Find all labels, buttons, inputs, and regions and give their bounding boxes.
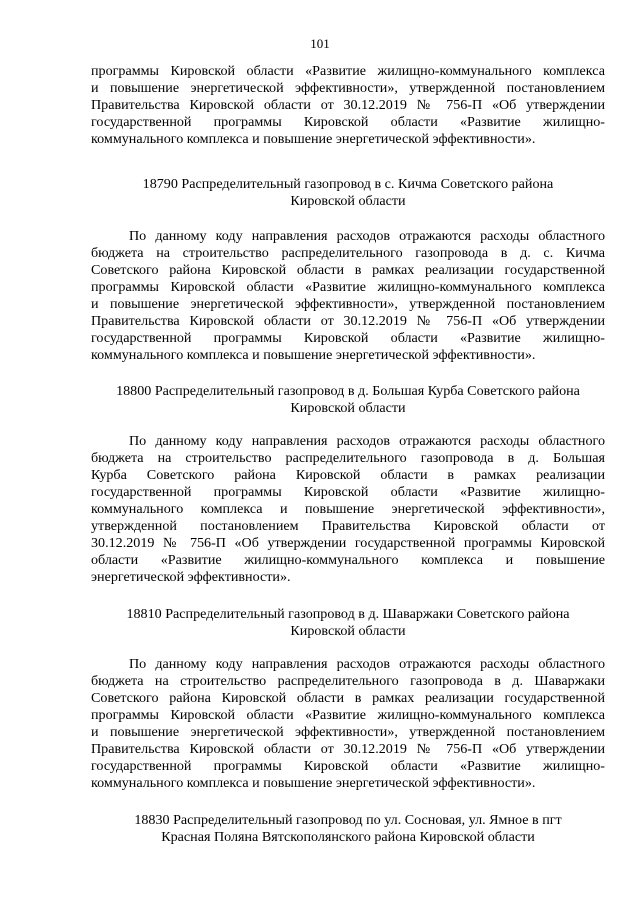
text-line: По данному коду направления расходов отражаются расходы областного <box>129 228 605 244</box>
text-line: и повышение энергетической эффективности», утвержденной постановлением <box>91 724 605 740</box>
text-line: По данному коду направления расходов отражаются расходы областного <box>129 656 605 672</box>
text-line: 18790 Распределительный газопровод в с. Кичма Советского района <box>142 176 554 192</box>
text-line: 30.12.2019 № 756-П «Об утверждении государственной программы Кировской <box>91 535 605 551</box>
text-line: коммунального комплекса и повышение энергетической эффективности». <box>91 347 536 363</box>
text-line: области «Развитие жилищно-коммунального комплекса и повышение <box>91 552 605 568</box>
text-line: Правительства Кировской области от 30.12.2019 № 756-П «Об утверждении <box>91 97 605 113</box>
page-number: 101 <box>310 36 330 51</box>
section-heading <box>91 812 605 846</box>
text-line: энергетической эффективности». <box>91 569 291 585</box>
text-line: программы Кировской области «Развитие жилищно-коммунального комплекса <box>91 707 605 723</box>
text-line: бюджета на строительство распределительного газопровода в д. Большая <box>91 450 605 466</box>
body-paragraph <box>91 433 605 586</box>
text-line: государственной программы Кировской области «Развитие жилищно- <box>91 484 605 500</box>
text-line: государственной программы Кировской области «Развитие жилищно- <box>91 114 605 130</box>
text-line: коммунального комплекса и повышение энергетической эффективности». <box>91 131 536 147</box>
text-line: государственной программы Кировской области «Развитие жилищно- <box>91 758 605 774</box>
body-paragraph <box>91 63 605 148</box>
text-line: 18830 Распределительный газопровод по ул. Сосновая, ул. Ямное в пгт <box>134 812 562 828</box>
section-heading <box>91 606 605 640</box>
text-line: программы Кировской области «Развитие жилищно-коммунального комплекса <box>91 279 605 295</box>
text-line: Кировской области <box>290 193 406 209</box>
text-line: коммунального комплекса и повышение энергетической эффективности», <box>91 501 605 517</box>
text-line: Советского района Кировской области в рамках реализации государственной <box>91 262 605 278</box>
text-line: государственной программы Кировской области «Развитие жилищно- <box>91 330 605 346</box>
text-line: коммунального комплекса и повышение энергетической эффективности». <box>91 775 536 791</box>
text-line: Советского района Кировской области в рамках реализации государственной <box>91 690 605 706</box>
text-line: Правительства Кировской области от 30.12.2019 № 756-П «Об утверждении <box>91 741 605 757</box>
text-line: Курба Советского района Кировской области в рамках реализации <box>91 467 605 483</box>
text-line: бюджета на строительство распределительного газопровода в д. с. Кичма <box>91 245 605 261</box>
text-line: Красная Поляна Вятскополянского района Кировской области <box>161 829 535 845</box>
text-line: Кировской области <box>290 623 406 639</box>
text-line: Кировской области <box>290 400 406 416</box>
text-line: По данному коду направления расходов отражаются расходы областного <box>129 433 605 449</box>
body-paragraph <box>91 656 605 792</box>
text-line: и повышение энергетической эффективности», утвержденной постановлением <box>91 296 605 312</box>
text-line: бюджета на строительство распределительного газопровода в д. Шаваржаки <box>91 673 605 689</box>
text-line: 18800 Распределительный газопровод в д. Большая Курба Советского района <box>116 383 580 399</box>
section-heading <box>91 383 605 417</box>
section-heading <box>91 176 605 210</box>
text-line: 18810 Распределительный газопровод в д. Шаваржаки Советского района <box>126 606 570 622</box>
text-line: и повышение энергетической эффективности», утвержденной постановлением <box>91 80 605 96</box>
text-line: Правительства Кировской области от 30.12.2019 № 756-П «Об утверждении <box>91 313 605 329</box>
text-line: программы Кировской области «Развитие жилищно-коммунального комплекса <box>91 63 605 79</box>
body-paragraph <box>91 228 605 364</box>
text-line: утвержденной постановлением Правительства Кировской области от <box>91 518 605 534</box>
